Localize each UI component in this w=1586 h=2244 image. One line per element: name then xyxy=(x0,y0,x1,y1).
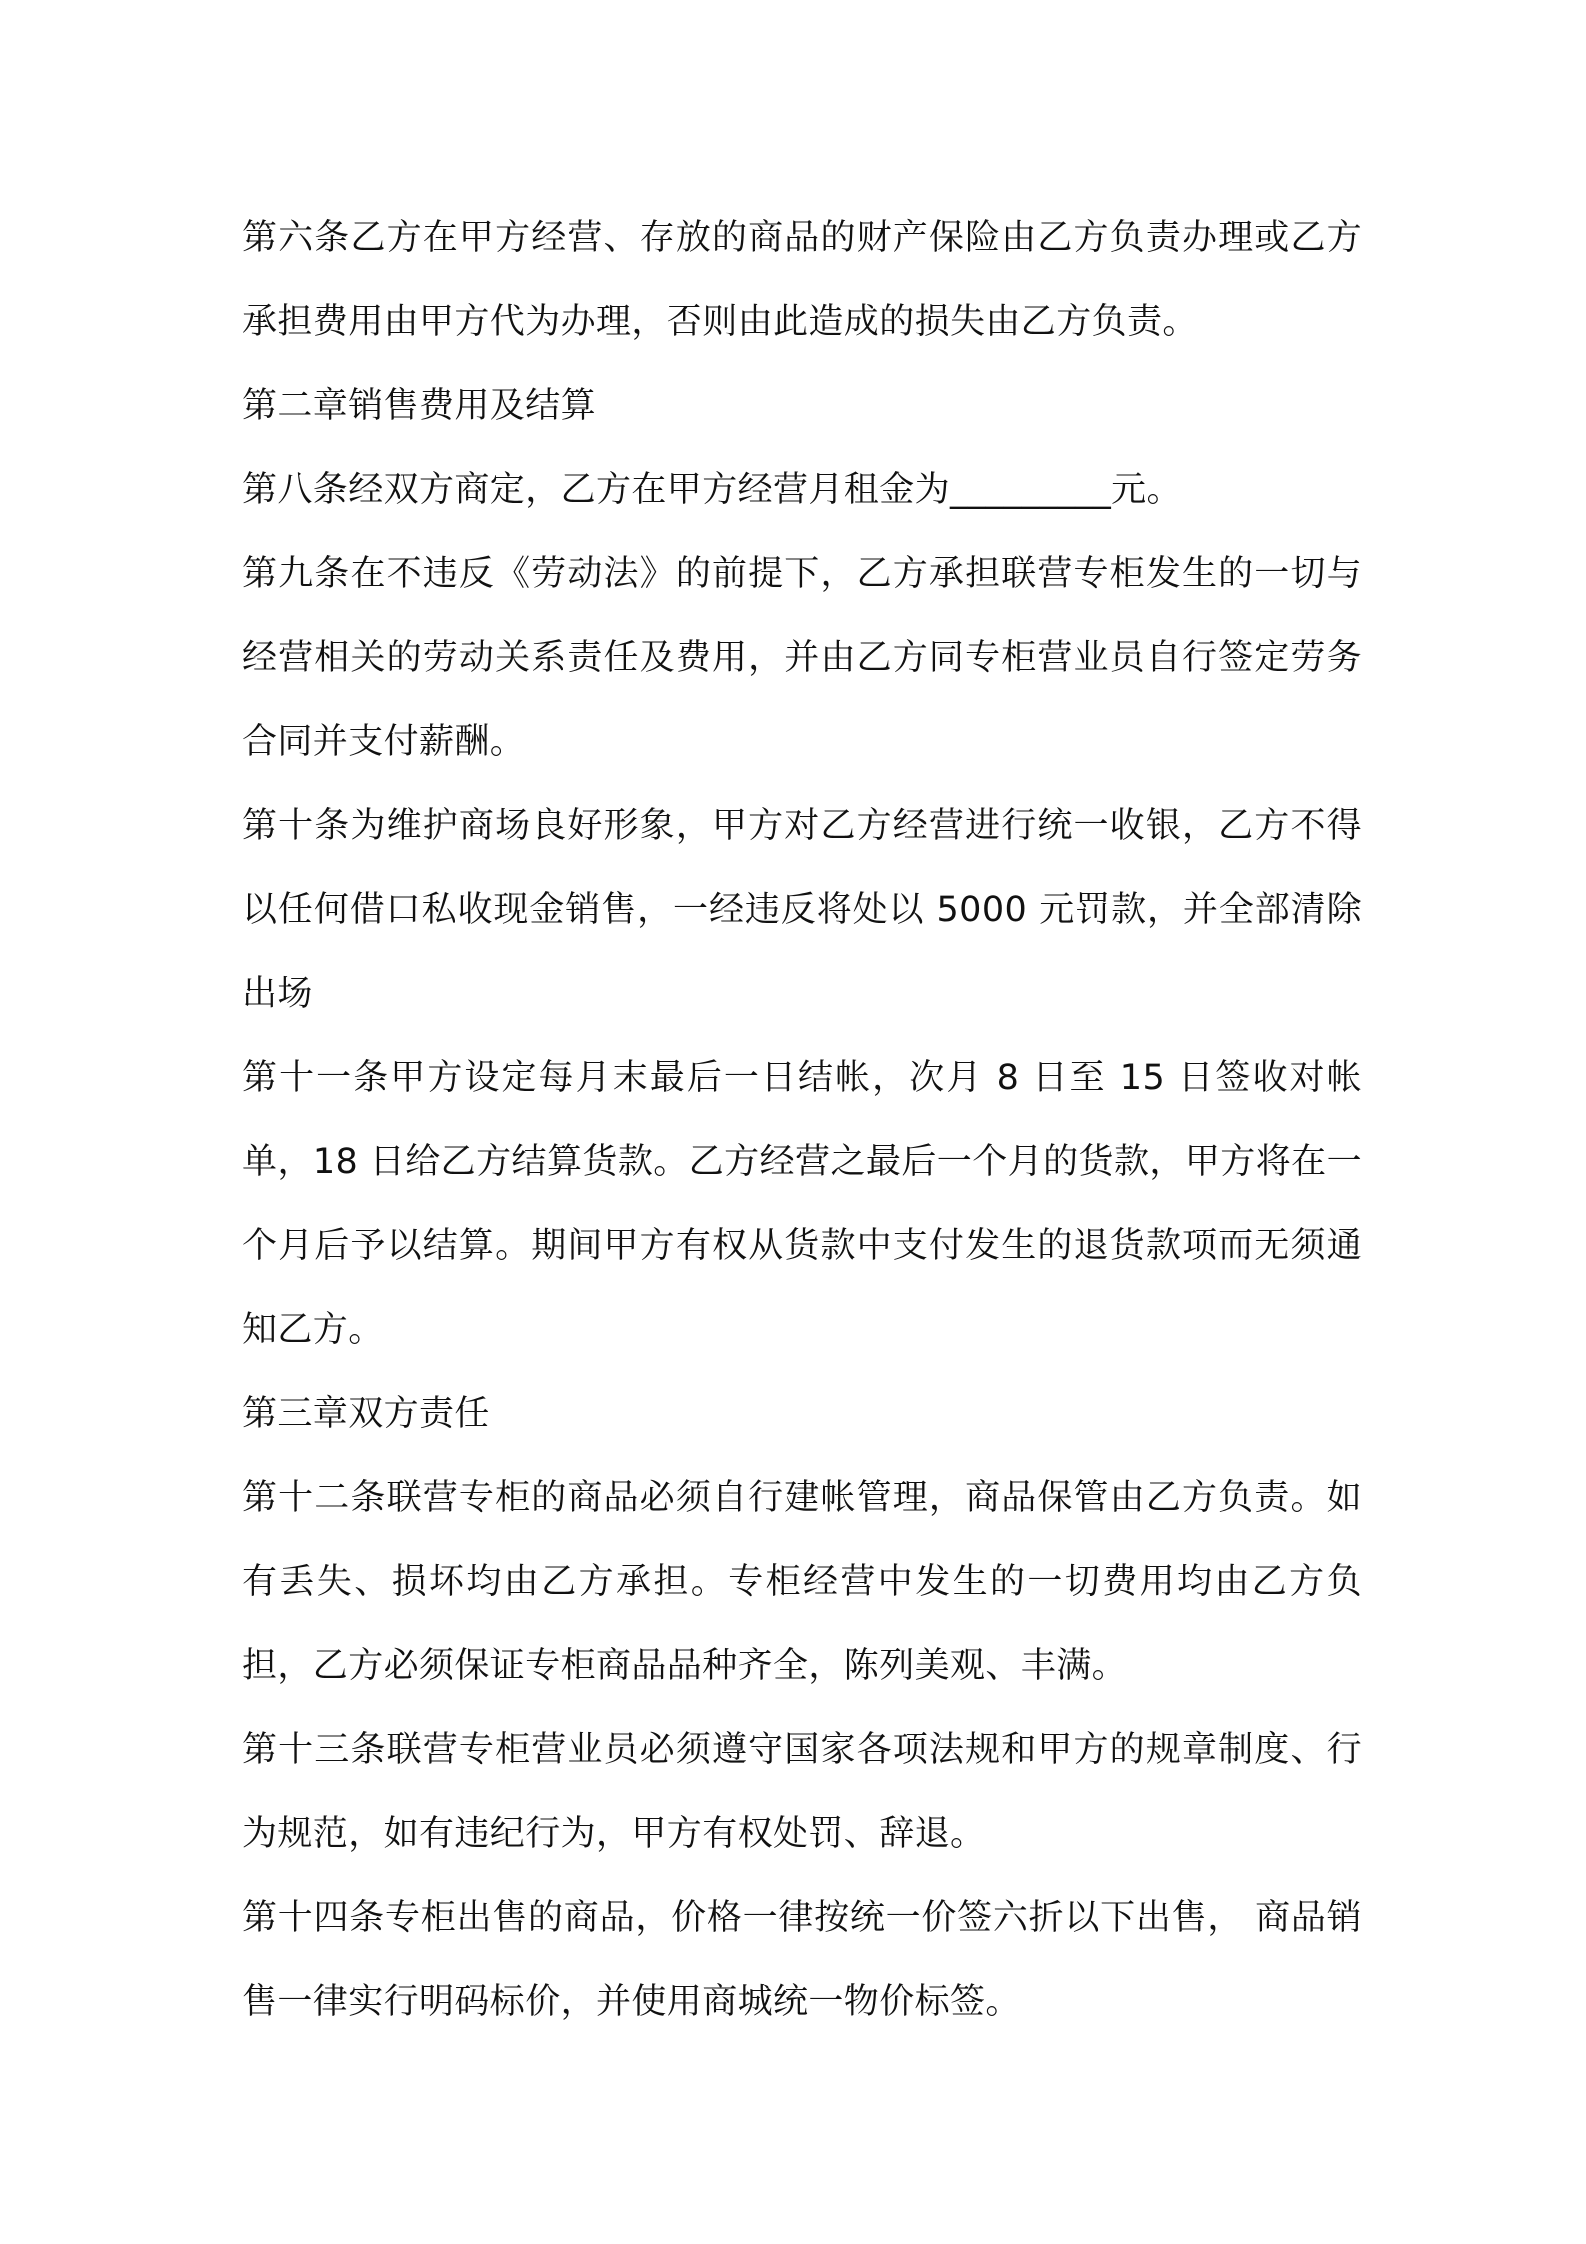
article-9: 第九条在不违反《劳动法》的前提下，乙方承担联营专柜发生的一切与经营相关的劳动关系责任及费用，并由乙方同专柜营业员自行签定劳务合同并支付薪酬。 xyxy=(242,554,1362,762)
article-11: 第十一条甲方设定每月末最后一日结帐，次月 8 日至 15 日签收对帐单，18 日给乙方结算货款。乙方经营之最后一个月的货款，甲方将在一个月后予以结算。期间甲方有权从货款中支付发生的退货款项而无须通知乙方。 xyxy=(242,1058,1362,1350)
article-12: 第十二条联营专柜的商品必须自行建帐管理，商品保管由乙方负责。如有丢失、损坏均由乙方承担。专柜经营中发生的一切费用均由乙方负担，乙方必须保证专柜商品品种齐全，陈列美观、丰满。 xyxy=(242,1478,1362,1686)
chapter-3-heading: 第三章双方责任 xyxy=(242,1394,490,1434)
article-6: 第六条乙方在甲方经营、存放的商品的财产保险由乙方负责办理或乙方承担费用由甲方代为办理，否则由此造成的损失由乙方负责。 xyxy=(242,218,1362,342)
article-14: 第十四条专柜出售的商品，价格一律按统一价签六折以下出售， 商品销售一律实行明码标价，并使用商城统一物价标签。 xyxy=(242,1898,1362,2022)
chapter-2-heading: 第二章销售费用及结算 xyxy=(242,386,597,426)
article-8: 第八条经双方商定，乙方在甲方经营月租金为_________元。 xyxy=(242,470,1182,510)
document-body xyxy=(242,196,1362,2044)
article-10: 第十条为维护商场良好形象，甲方对乙方经营进行统一收银，乙方不得以任何借口私收现金销售，一经违反将处以 5000 元罚款，并全部清除出场 xyxy=(242,806,1362,1014)
article-13: 第十三条联营专柜营业员必须遵守国家各项法规和甲方的规章制度、行为规范，如有违纪行为，甲方有权处罚、辞退。 xyxy=(242,1730,1362,1854)
